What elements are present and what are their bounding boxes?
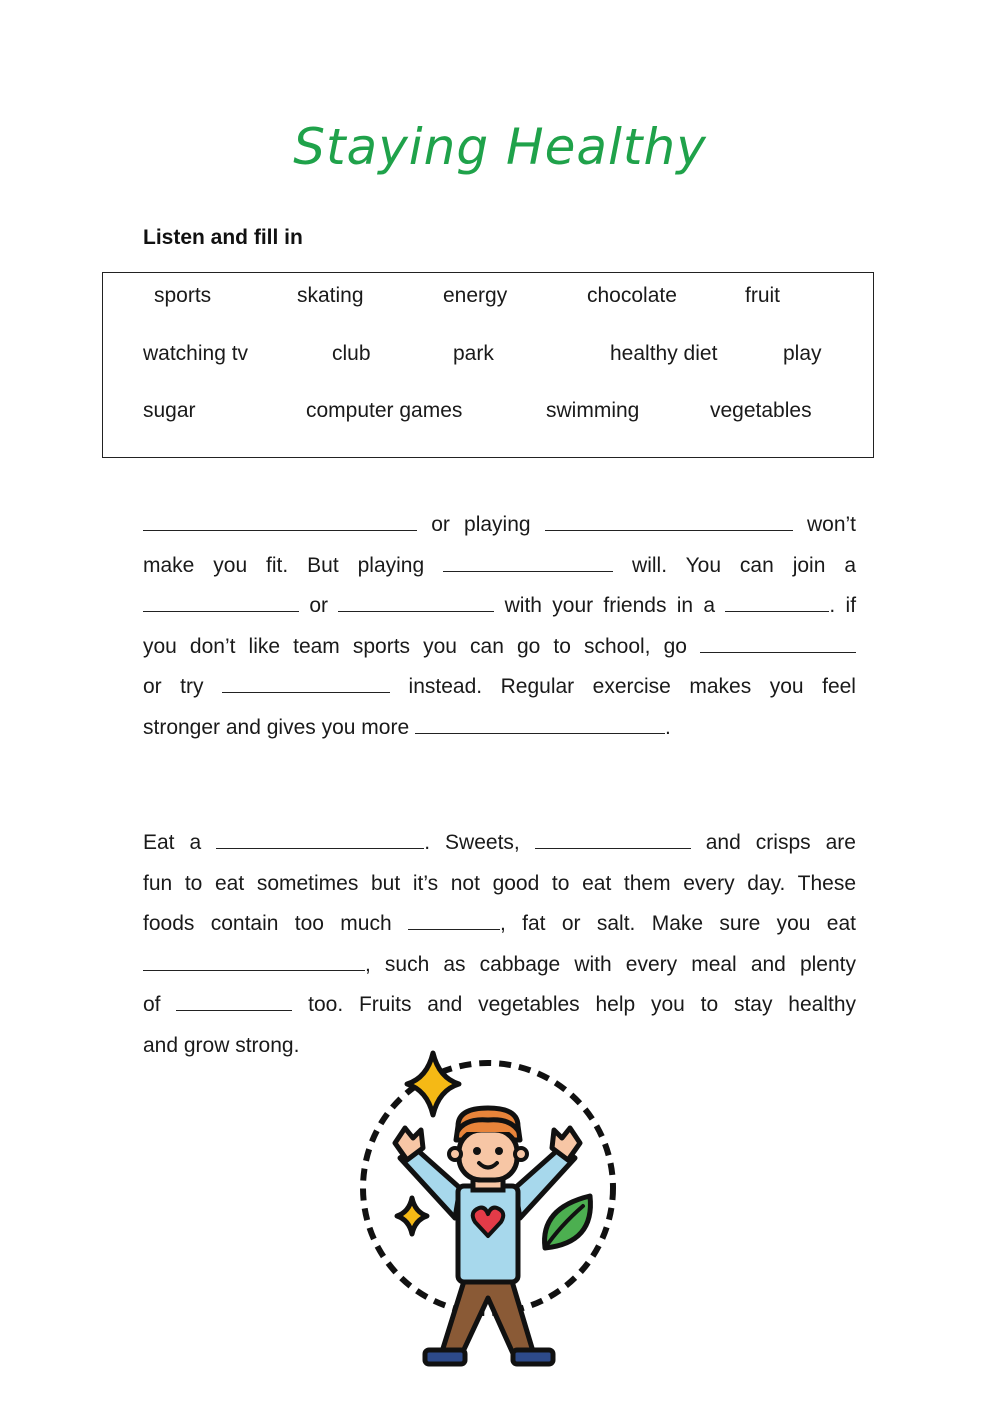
answer-blank[interactable] bbox=[408, 907, 500, 930]
instruction-heading: Listen and fill in bbox=[143, 226, 303, 249]
answer-blank[interactable] bbox=[415, 711, 665, 734]
word-bank-box bbox=[102, 272, 874, 458]
answer-blank[interactable] bbox=[216, 826, 424, 849]
page-title: Staying Healthy bbox=[293, 118, 707, 176]
exercise-paragraph: or playing won’t make you fit. But playing will. You can join a or with your friends in a . if you don’t like team sports you can go to school, go or try instead. Regular exercise makes you feel stronger and gives you more . bbox=[143, 505, 856, 749]
word-bank-item: sports bbox=[154, 284, 212, 307]
word-bank-item: fruit bbox=[745, 284, 781, 307]
word-bank-item: computer games bbox=[306, 399, 463, 422]
word-bank-item: park bbox=[453, 342, 494, 365]
word-bank-item: vegetables bbox=[710, 399, 812, 422]
word-bank-item: healthy diet bbox=[610, 342, 718, 365]
answer-blank[interactable] bbox=[176, 988, 292, 1011]
answer-blank[interactable] bbox=[545, 508, 793, 531]
word-bank-item: skating bbox=[297, 284, 364, 307]
word-bank-item: swimming bbox=[546, 399, 640, 422]
answer-blank[interactable] bbox=[700, 630, 856, 653]
answer-blank[interactable] bbox=[143, 948, 365, 971]
sparkle-star-icon bbox=[407, 1053, 459, 1115]
answer-blank[interactable] bbox=[725, 589, 829, 612]
word-bank-item: watching tv bbox=[143, 342, 249, 365]
small-sparkle-icon bbox=[397, 1198, 427, 1234]
leaf-icon bbox=[545, 1196, 591, 1248]
word-bank-item: club bbox=[332, 342, 371, 365]
diet-paragraph: Eat a . Sweets, and crisps are fun to eat sometimes but it’s not good to eat them every day. These foods contain too much , fat or salt. Make sure you eat , such as cabbage with every meal and plenty of too. Fruits and vegetables help you to stay healthy and grow strong. bbox=[143, 823, 856, 1067]
word-bank-item: sugar bbox=[143, 399, 196, 422]
answer-blank[interactable] bbox=[222, 670, 390, 693]
healthy-person-illustration bbox=[355, 1048, 625, 1368]
answer-blank[interactable] bbox=[143, 508, 417, 531]
answer-blank[interactable] bbox=[143, 589, 299, 612]
word-bank-item: chocolate bbox=[587, 284, 677, 307]
word-bank-item: play bbox=[783, 342, 822, 365]
answer-blank[interactable] bbox=[443, 549, 613, 572]
word-bank-item: energy bbox=[443, 284, 508, 307]
answer-blank[interactable] bbox=[338, 589, 494, 612]
answer-blank[interactable] bbox=[535, 826, 691, 849]
